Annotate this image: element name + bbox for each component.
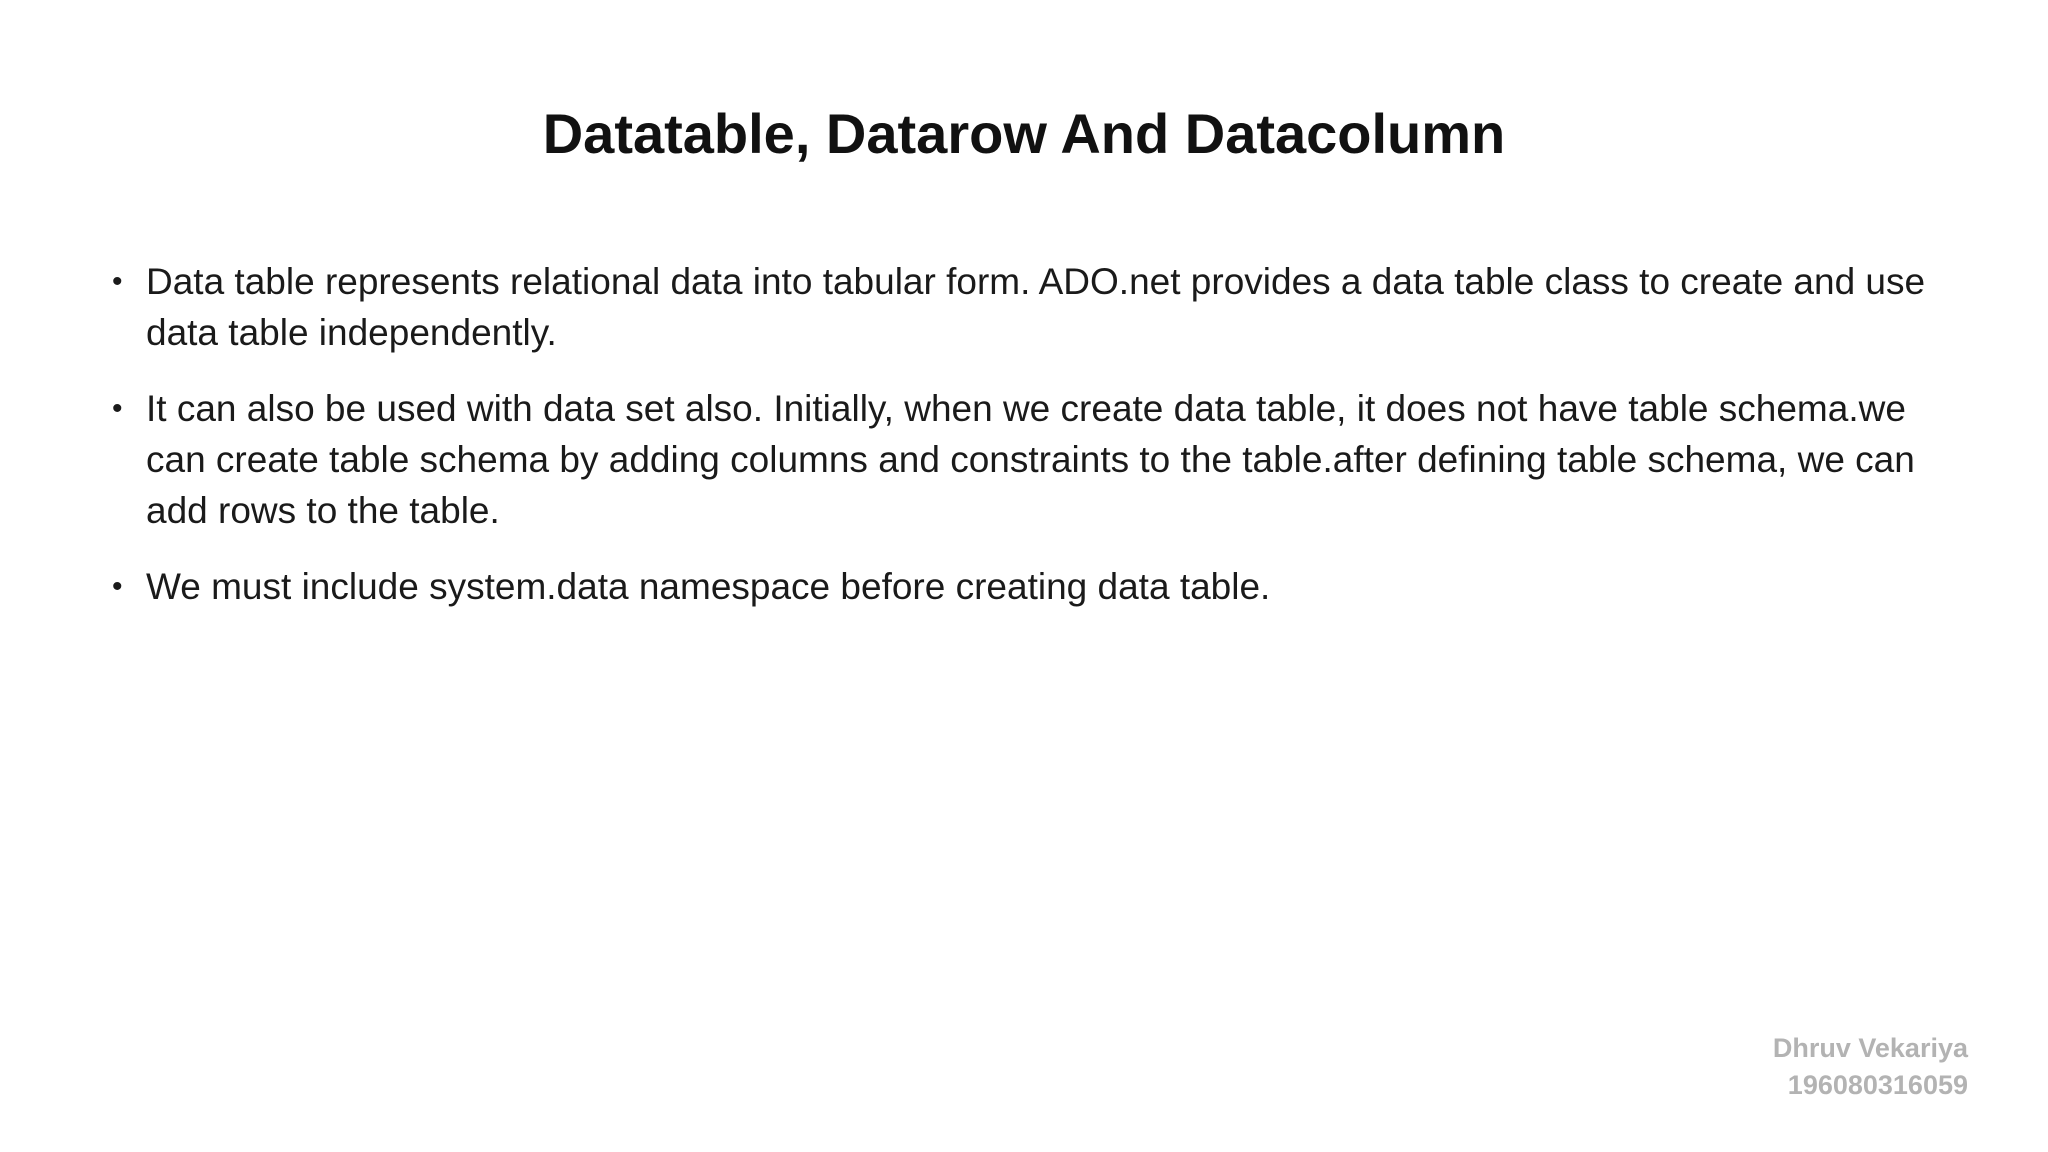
bullet-marker: • [112, 570, 123, 603]
bullet-marker: • [112, 265, 123, 298]
bullet-text: Data table represents relational data into tabular form. ADO.net provides a data table class to create and use data table independently. [146, 261, 1926, 353]
bullet-item [112, 256, 1942, 358]
student-id: 19608031605​9 [1787, 1070, 1968, 1100]
author-name: Dhruv Vekariya [1772, 1033, 1968, 1063]
bullet-list [112, 256, 1942, 637]
bullet-text: We must include system.data namespace before creating data table. [146, 566, 1271, 607]
bullet-item [112, 561, 1942, 612]
bullet-item [112, 383, 1942, 536]
bullet-text: It can also be used with data set also. Initially, when we create data table, it does not have table schema.we can create table schema by adding columns and constraints to the table.after defining table schema, we can add rows to the table. [146, 388, 1915, 531]
footer-credit [1773, 1030, 1968, 1104]
slide-title: Datatable, Datarow And Datacolumn [542, 102, 1506, 165]
bullet-marker: • [112, 392, 123, 425]
